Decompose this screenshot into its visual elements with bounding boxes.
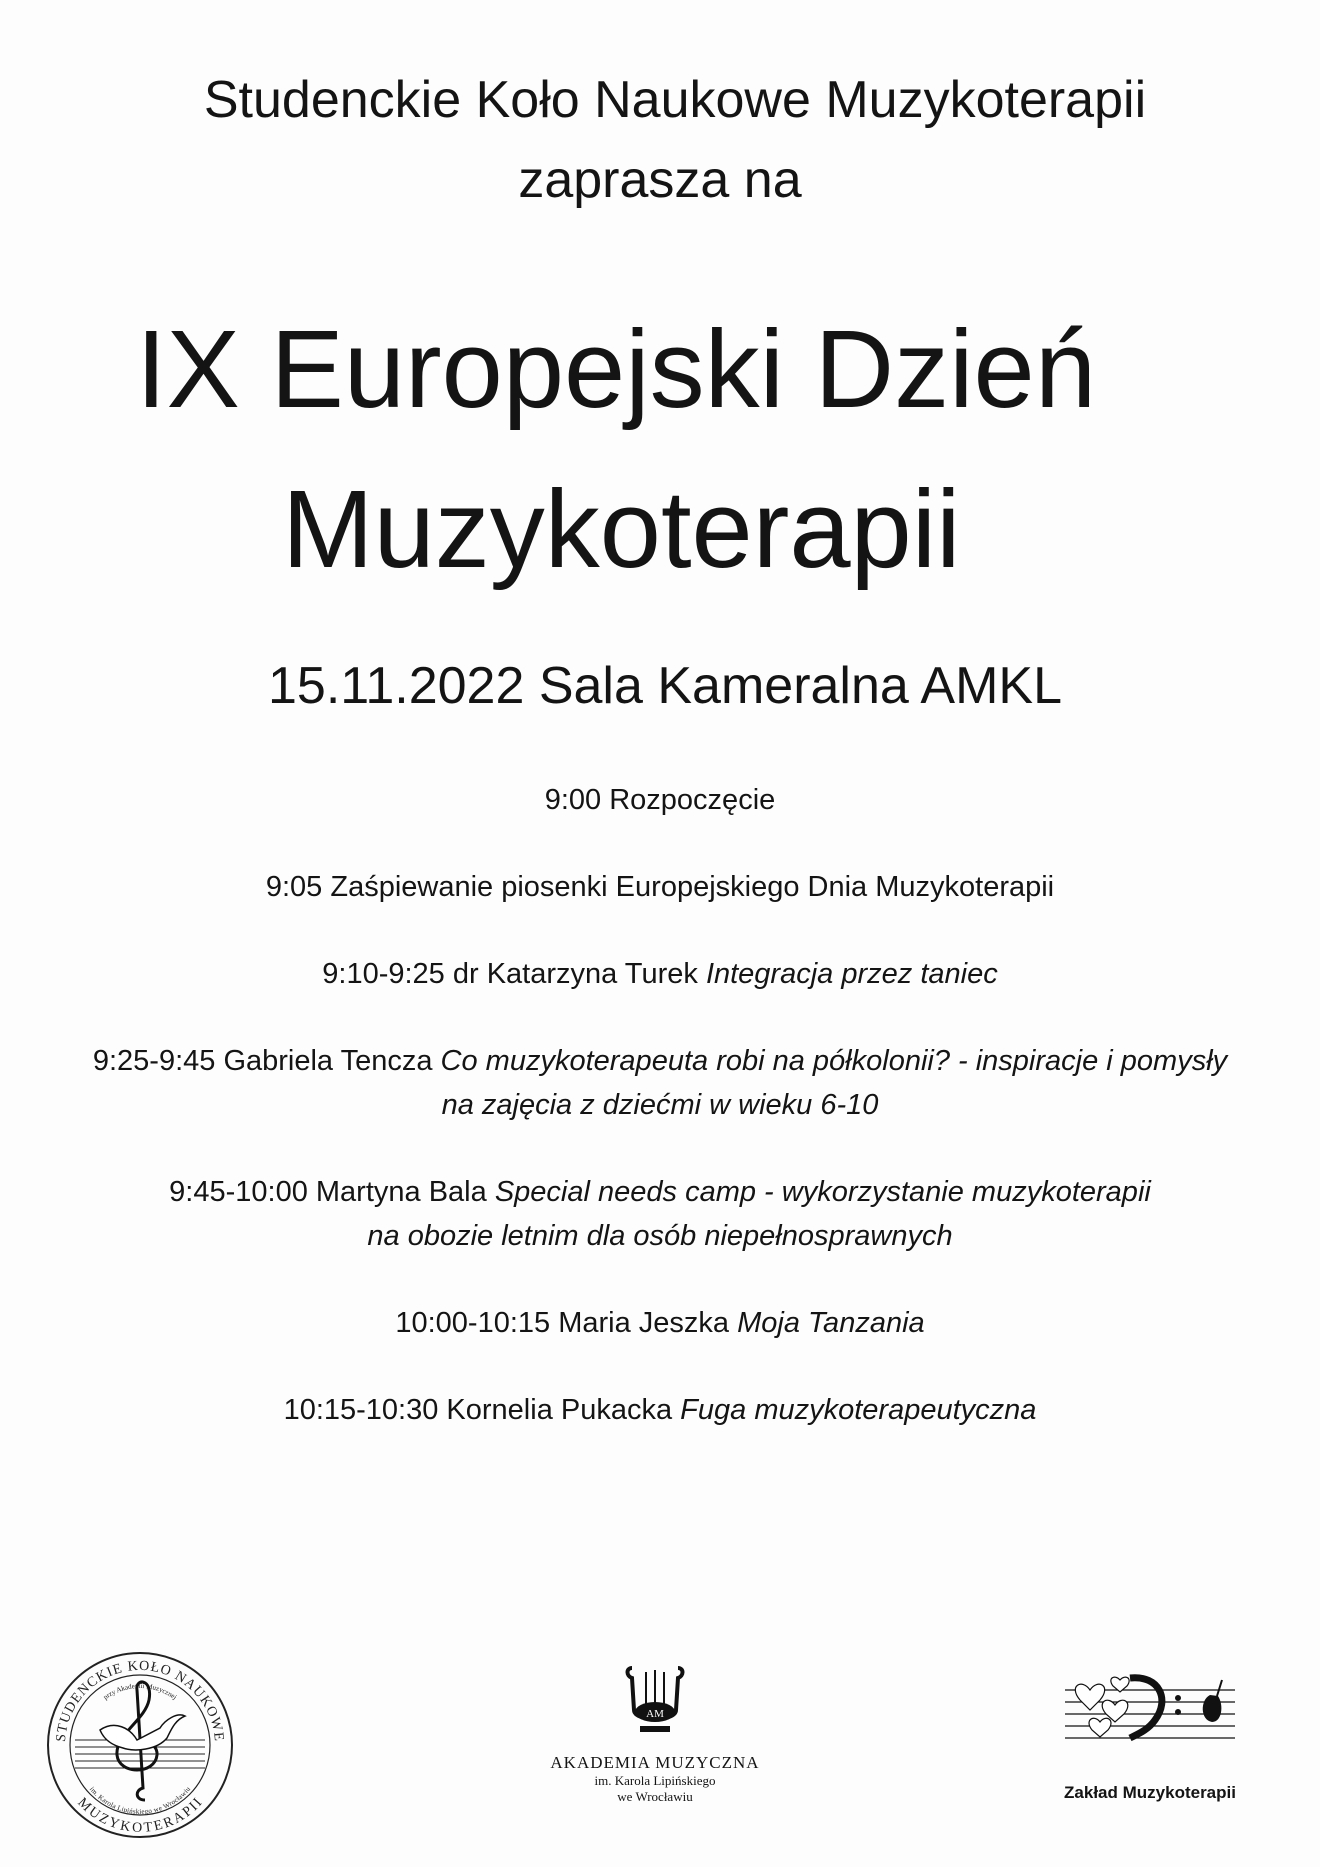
program-item [30,1170,1290,1258]
event-title-line2: Muzykoterapii [282,468,961,591]
program-item [30,1039,1290,1127]
program-time-speaker: 9:25-9:45 Gabriela Tencza [92,1045,433,1077]
program-talk-title: Integracja przez taniec [705,958,998,990]
student-circle-logo [45,1650,235,1840]
header [0,60,1320,220]
program-talk-title: Fuga muzykoterapeutyczna [680,1394,1037,1426]
academy-patron: im. Karola Lipińskiego [594,1773,716,1788]
program-time-speaker: 9:10-9:25 dr Katarzyna Turek [322,958,698,990]
dove-icon [100,1715,185,1750]
organizer-name: Studenckie Koło Naukowe Muzykoterapii [203,71,1147,129]
program-talk-title-cont: na obozie letnim dla osób niepełnosprawnych [367,1220,953,1252]
svg-text:AM: AM [646,1708,664,1720]
program-time-speaker: 9:45-10:00 Martyna Bala [169,1176,487,1208]
logo-ring-top-inner: przy Akademii Muzycznej [101,1681,179,1702]
program-time-speaker: 9:05 Zaśpiewanie piosenki Europejskiego Dnia Muzykoterapii [265,871,1055,903]
program-talk-title-cont: na zajęcia z dziećmi w wieku 6-10 [441,1089,879,1121]
program-item [30,1388,1290,1432]
svg-text:przy Akademii Muzycznej [102,1682,178,1701]
date-place: 15.11.2022 Sala Kameralna AMKL [267,657,1062,715]
academy-city: we Wrocławiu [617,1789,693,1804]
logo-ring-bottom-inner: im. Karola Lipińskiego we Wrocławiu [87,1785,192,1816]
department-name: Zakład Muzykoterapii [1064,1783,1236,1802]
invitation-text: zaprasza na [518,151,802,209]
program-time-speaker: 10:15-10:30 Kornelia Pukacka [283,1394,673,1426]
logo-ring-bottom: MUZYKOTERAPII [74,1795,206,1836]
program-time-speaker: 10:00-10:15 Maria Jeszka [395,1307,730,1339]
program-item [30,952,1290,996]
program-item [30,778,1290,822]
program-talk-title: Moja Tanzania [737,1307,925,1339]
program-talk-title: Co muzykoterapeuta robi na półkolonii? - inspiracje i pomysły [440,1045,1228,1077]
program-talk-title: Special needs camp - wykorzystanie muzykoterapii [494,1176,1151,1208]
logos-footer [0,1640,1320,1867]
lyre-icon [620,1660,690,1740]
program-item [30,865,1290,909]
program-time-speaker: 9:00 Rozpoczęcie [544,784,776,816]
event-title-line1: IX Europejski Dzień [136,308,1096,431]
music-hearts-icon [1060,1660,1240,1760]
program-item [30,1301,1290,1345]
program-list [30,778,1290,1475]
academy-logo [540,1660,770,1805]
logo-ring-top: STUDENCKIE KOŁO NAUKOWE [53,1658,227,1743]
academy-name: AKADEMIA MUZYCZNA [550,1753,760,1772]
department-logo [1050,1660,1250,1803]
